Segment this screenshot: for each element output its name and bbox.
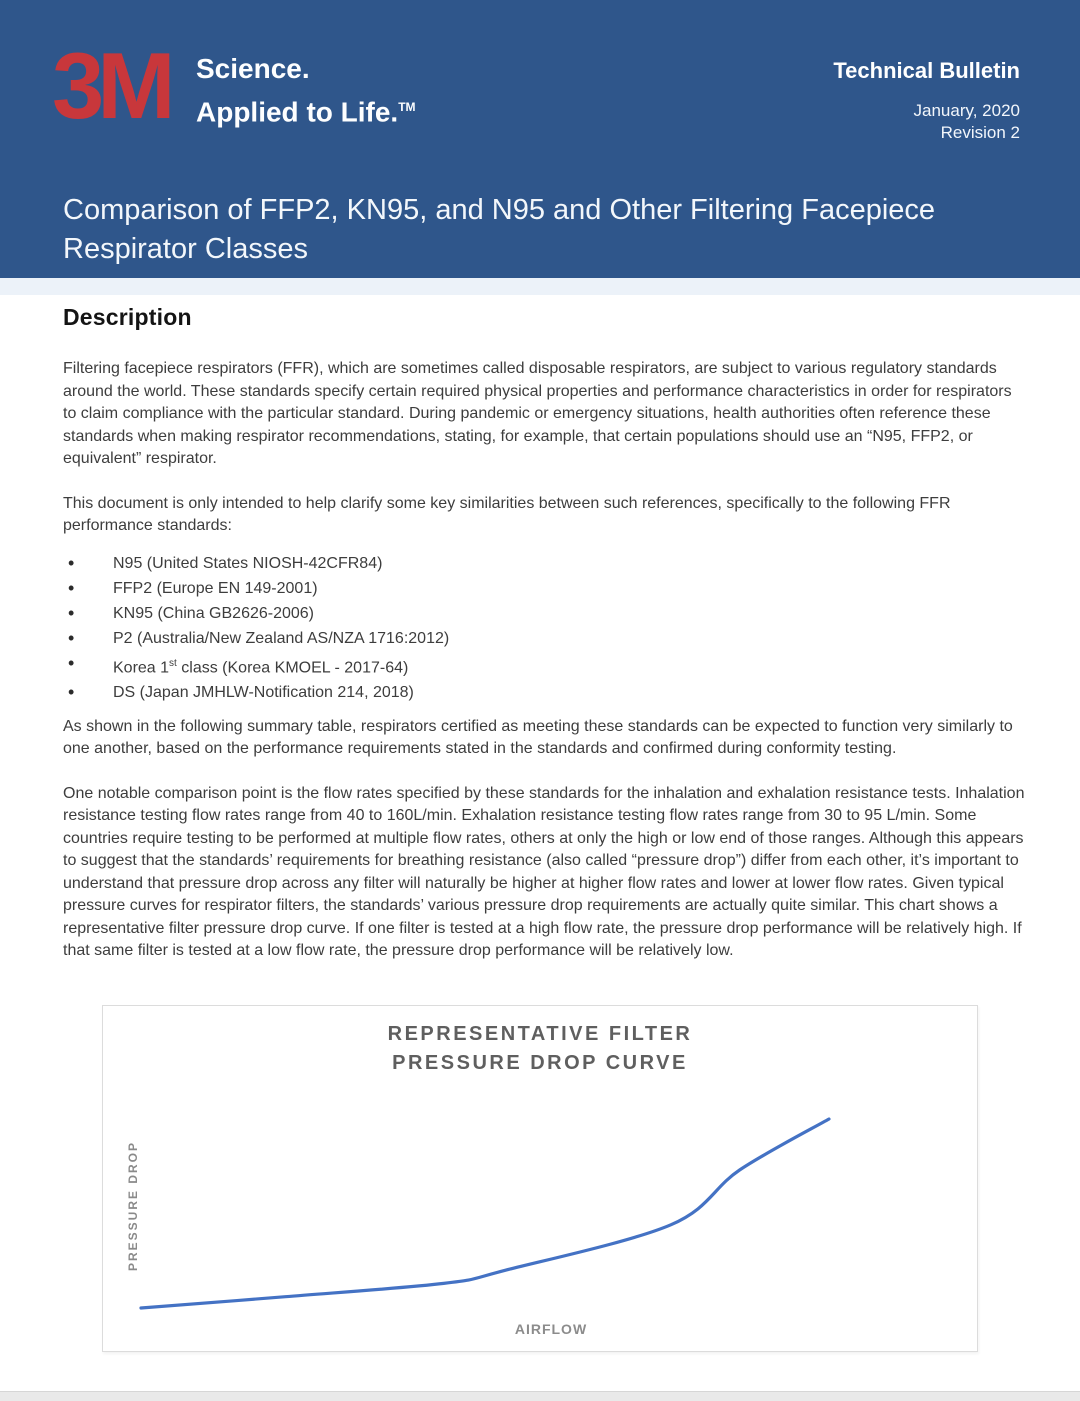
y-axis-label: PRESSURE DROP [126, 1140, 140, 1272]
section-heading-description: Description [63, 304, 192, 330]
header-divider-strip [0, 278, 1080, 295]
paragraph-summary-table: As shown in the following summary table, respirators certified as meeting these standards can be expected to function very similarly to one another, based on the performance requirements stated in the standards and confirmed during conformity testing. [63, 717, 1013, 758]
tagline-line2: Applied to Life.™ [196, 96, 416, 128]
page-bottom-band [0, 1391, 1080, 1401]
bullet-item: • Korea 1st class (Korea KMOEL - 2017-64) [63, 651, 1026, 680]
bullet-item: • FFP2 (Europe EN 149-2001) [63, 576, 1026, 601]
bullet-list [63, 551, 1026, 705]
document-title [63, 191, 1043, 269]
paragraph-intro: Filtering facepiece respirators (FFR), which are sometimes called disposable respirators, are subject to various regulatory standards around the world. These standards specify certain required physical properties and performance characteristics in order for respirators to claim compliance with the particular standard. During pandemic or emergency situations, health authorities often reference these standards when making respirator recommendations, stating, for example, that certain populations should use an “N95, FFP2, or equivalent” respirator. [63, 360, 1012, 467]
document-revision: Revision 2 [940, 123, 1020, 142]
paragraph-purpose: This document is only intended to help clarify some key similarities between such references, specifically to the following FFR performance standards: [63, 494, 951, 534]
brand-tagline [196, 50, 416, 131]
pressure-drop-curve [141, 1119, 829, 1308]
tagline-line1: Science. [196, 53, 310, 84]
pressure-drop-chart [102, 1005, 978, 1352]
document-body [63, 304, 1026, 985]
chart-title-line1: REPRESENTATIVE FILTER [387, 1023, 693, 1045]
document-title-line2: Respirator Classes [63, 233, 308, 265]
document-date: January, 2020 [913, 101, 1020, 120]
x-axis-label: AIRFLOW [514, 1321, 588, 1337]
bullet-item: • KN95 (China GB2626-2006) [63, 601, 1026, 626]
bullet-item: • N95 (United States NIOSH-42CFR84) [63, 551, 1026, 576]
chart-title [103, 1020, 977, 1078]
trademark-symbol: TM [398, 100, 416, 114]
header-banner [0, 0, 1080, 278]
chart-title-line2: PRESSURE DROP CURVE [392, 1052, 688, 1074]
3m-logo: 3M [52, 33, 169, 138]
paragraph-flow-rates: One notable comparison point is the flow rates specified by these standards for the inhalation and exhalation resistance tests. Inhalation resistance testing flow rates range from 40 to 160L/min. Exhalation resistance testing flow rates range from 30 to 95 L/min. Some countries require testing to be performed at multiple flow rates, others at only the high or low end of those ranges. Although this appears to suggest that the standards’ requirements for breathing resistance (also called “pressure drop”) differ from each other, it’s important to understand that pressure drop across any filter will naturally be higher at higher flow rates and lower at lower flow rates. Given typical pressure curves for respirator filters, the standards’ various pressure drop requirements are actually quite similar. This chart shows a representative filter pressure drop curve. If one filter is tested at a high flow rate, the pressure drop performance will be relatively high. If that same filter is tested at a low flow rate, the pressure drop performance will be relatively low. [63, 784, 1025, 960]
document-meta [833, 58, 1020, 144]
bullet-item: • P2 (Australia/New Zealand AS/NZA 1716:2012) [63, 626, 1026, 651]
bullet-item: • DS (Japan JMHLW-Notification 214, 2018) [63, 680, 1026, 705]
document-type-label: Technical Bulletin [833, 58, 1020, 83]
document-title-line1: Comparison of FFP2, KN95, and N95 and Other Filtering Facepiece [63, 194, 936, 226]
